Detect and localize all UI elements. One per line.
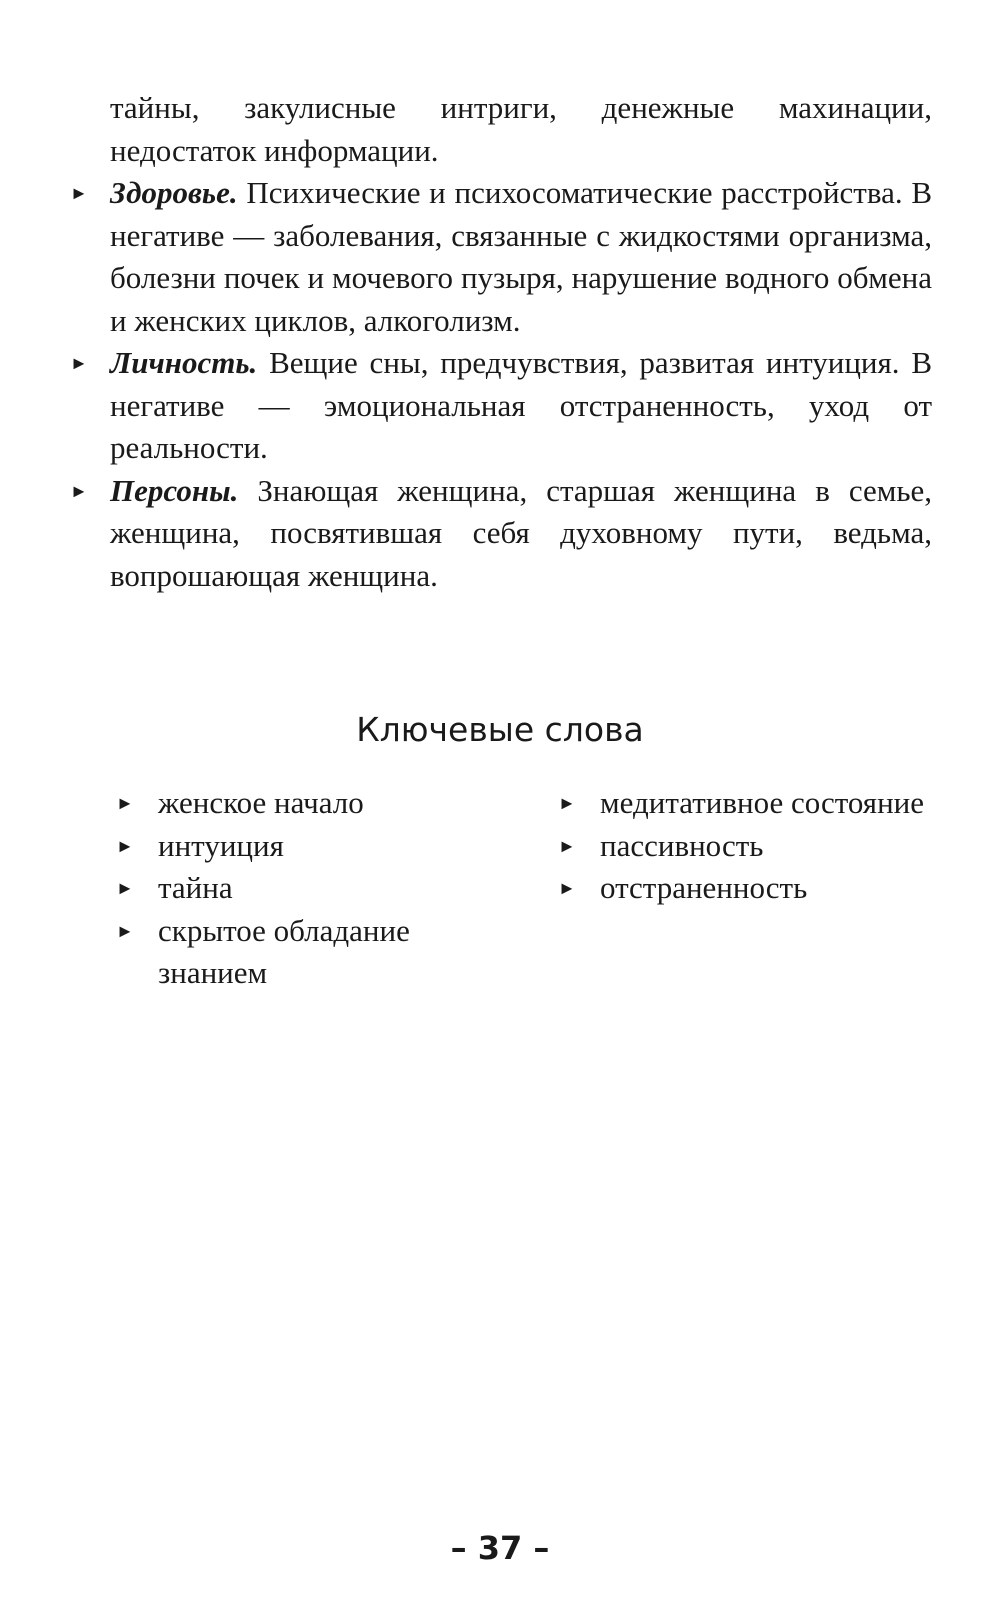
bullet-arrow-icon: ► (558, 793, 576, 813)
keyword-text: интуиция (158, 827, 284, 863)
keywords-left-column (116, 782, 518, 995)
keyword-text: пассивность (600, 827, 764, 863)
description-personality: Вещие сны, предчувствия, развитая интуиция. В негативе — эмоциональная отстраненность, уход от реальности. (110, 345, 932, 465)
bullet-arrow-icon: ► (116, 793, 134, 813)
description-persons: Знающая женщина, старшая женщина в семье, женщина, посвятившая себя духовному пути, ведьма, вопрошающая женщина. (110, 472, 932, 593)
description-health: Психические и психосоматические расстройства. В негативе — заболевания, связанные с жидкостями организма, болезни почек и мочевого пузыря, нарушение водного обмена и женских циклов, алкоголизм. (110, 175, 932, 338)
keyword-text: медитативное состояние (600, 785, 925, 820)
keyword-text: тайна (158, 870, 233, 905)
list-item-personality (70, 342, 932, 470)
bullet-arrow-icon: ► (70, 353, 88, 373)
keyword-item (116, 825, 518, 868)
list-item-health (70, 172, 932, 342)
keyword-item (558, 867, 930, 910)
keyword-item (116, 782, 518, 825)
keywords-right-column (558, 782, 930, 910)
keyword-text: отстраненность (600, 870, 808, 905)
keyword-text: женское начало (158, 785, 364, 820)
keyword-text: скрытое обладание знанием (158, 912, 410, 990)
bullet-arrow-icon: ► (558, 835, 576, 856)
bullet-arrow-icon: ► (558, 878, 576, 898)
keyword-item (116, 910, 518, 995)
continuation-paragraph: тайны, закулисные интриги, денежные махинации, недостаток информации. (110, 90, 932, 168)
attribute-list (0, 172, 1000, 597)
list-item-persons (70, 470, 932, 598)
bullet-arrow-icon: ► (116, 920, 134, 941)
bullet-arrow-icon: ► (70, 183, 88, 203)
bullet-arrow-icon: ► (70, 480, 88, 501)
term-personality: Личность. (110, 345, 258, 380)
keywords-heading: Ключевые слова (356, 710, 644, 749)
term-health: Здоровье. (110, 175, 238, 210)
bullet-arrow-icon: ► (116, 835, 134, 856)
keyword-item (558, 825, 930, 868)
bullet-arrow-icon: ► (116, 878, 134, 898)
page-number: – 37 – (450, 1529, 550, 1567)
keyword-item (558, 782, 930, 825)
term-persons: Персоны. (110, 472, 239, 508)
keyword-item (116, 867, 518, 910)
